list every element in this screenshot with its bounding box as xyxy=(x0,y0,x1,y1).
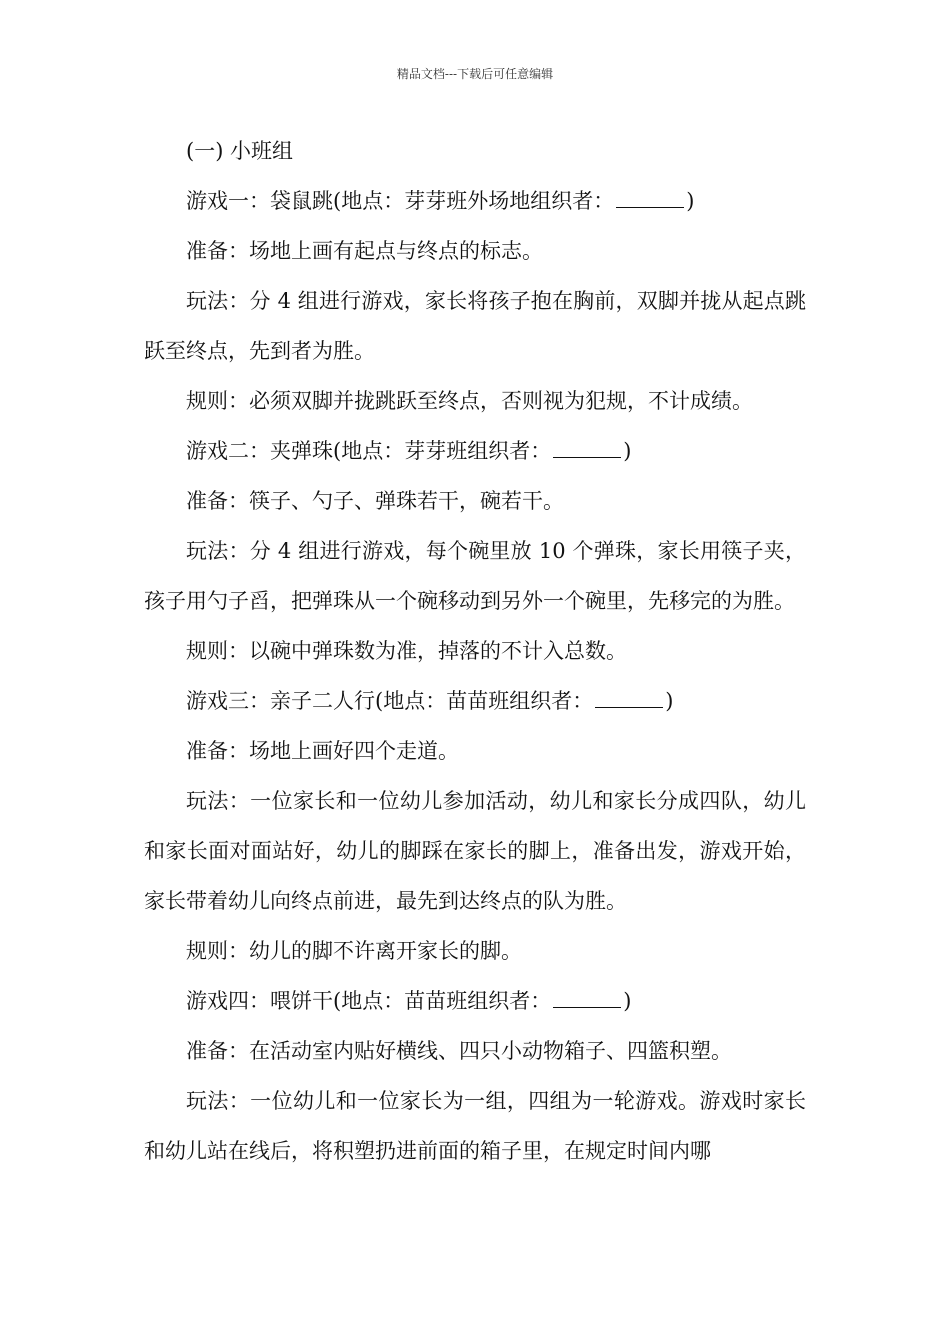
game-title xyxy=(144,176,806,226)
paragraph: 玩法：分 4 组进行游戏，家长将孩子抱在胸前，双脚并拢从起点跳跃至终点，先到者为胜。 xyxy=(144,289,806,363)
paragraph: 规则：以碗中弹珠数为准，掉落的不计入总数。 xyxy=(186,639,627,663)
paragraph: 玩法：一位家长和一位幼儿参加活动，幼儿和家长分成四队，幼儿和家长面对面站好，幼儿的脚踩在家长的脚上，准备出发，游戏开始，家长带着幼儿向终点前进，最先到达终点的队为胜。 xyxy=(144,789,806,913)
paragraph: 准备：筷子、勺子、弹珠若干，碗若干。 xyxy=(186,489,564,513)
paragraph: 玩法：分 4 组进行游戏，每个碗里放 10 个弹珠，家长用筷子夹，孩子用勺子舀，把弹珠从一个碗移动到另外一个碗里，先移完的为胜。 xyxy=(144,539,806,613)
game-title-text: 游戏一：袋鼠跳(地点：芽芽班外场地组织者： xyxy=(186,189,615,213)
game-title-close: ) xyxy=(686,189,695,213)
paragraph: 玩法：一位幼儿和一位家长为一组，四组为一轮游戏。游戏时家长和幼儿站在线后，将积塑扔进前面的箱子里，在规定时间内哪 xyxy=(144,1089,806,1163)
game-title-text: 游戏四：喂饼干(地点：苗苗班组织者： xyxy=(186,989,552,1013)
section-heading: (一) 小班组 xyxy=(186,139,294,163)
page-header: 精品文档---下载后可任意编辑 xyxy=(396,67,554,81)
organizer-blank xyxy=(553,456,621,458)
game-title-close: ) xyxy=(665,689,674,713)
game-title xyxy=(144,976,806,1026)
organizer-blank xyxy=(616,206,684,208)
game-title xyxy=(144,676,806,726)
paragraph: 准备：场地上画好四个走道。 xyxy=(186,739,459,763)
organizer-blank xyxy=(553,1006,621,1008)
game-title-text: 游戏三：亲子二人行(地点：苗苗班组织者： xyxy=(186,689,594,713)
paragraph: 规则：必须双脚并拢跳跃至终点，否则视为犯规，不计成绩。 xyxy=(186,389,753,413)
game-title-close: ) xyxy=(623,439,632,463)
document-body xyxy=(144,126,806,1176)
organizer-blank xyxy=(595,706,663,708)
paragraph: 准备：场地上画有起点与终点的标志。 xyxy=(186,239,543,263)
paragraph: 规则：幼儿的脚不许离开家长的脚。 xyxy=(186,939,522,963)
paragraph: 准备：在活动室内贴好横线、四只小动物箱子、四篮积塑。 xyxy=(186,1039,732,1063)
game-title xyxy=(144,426,806,476)
game-title-close: ) xyxy=(623,989,632,1013)
game-title-text: 游戏二：夹弹珠(地点：芽芽班组织者： xyxy=(186,439,552,463)
